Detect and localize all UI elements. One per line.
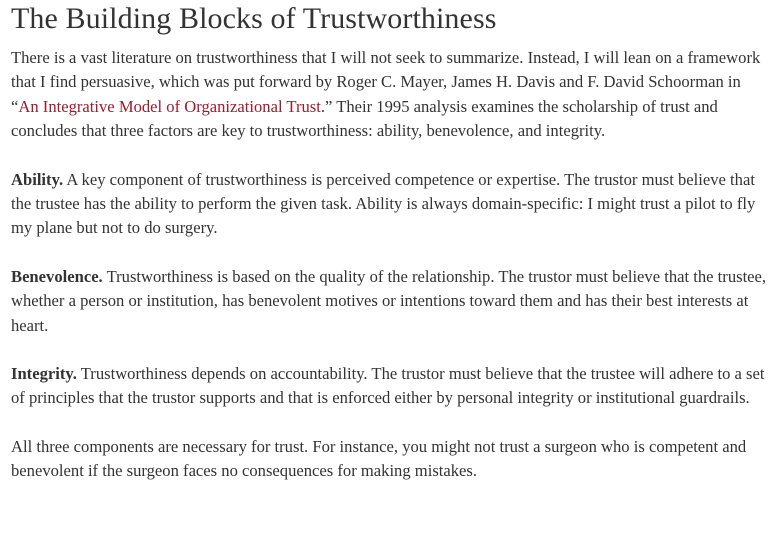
benevolence-term: Benevolence. xyxy=(11,266,103,286)
intro-text-before-link: There is a vast literature on trustworthiness that I will not seek to summarize. Instead, I will lean on a framework that I find persuasive, which was put forward by Roger C. Mayer, James H. Davis and F. David Schoorman in “ xyxy=(11,48,761,116)
ability-text: A key component of trustworthiness is perceived competence or expertise. The trustor must believe that the trustee has the ability to perform the given task. Ability is always domain-specific: I might trust a pilot to fly my plane but not to do surgery. xyxy=(11,169,756,238)
ability-term: Ability. xyxy=(11,169,64,189)
integrative-model-link[interactable]: An Integrative Model of Organizational Trust xyxy=(18,96,321,116)
benevolence-paragraph xyxy=(11,265,771,338)
intro-text-after-link: .” Their 1995 analysis examines the scholarship of trust and concludes that three factors are key to trustworthiness: ability, benevolence, and integrity. xyxy=(11,96,718,141)
article-body xyxy=(0,2,771,484)
article-heading: The Building Blocks of Trustworthiness xyxy=(11,2,497,35)
integrity-term: Integrity. xyxy=(11,364,77,384)
integrity-text: Trustworthiness depends on accountability. The trustor must believe that the trustee will adhere to a set of principles that the trustor supports and that is enforced either by personal integrity or institutional guardrails. xyxy=(11,364,765,408)
intro-paragraph xyxy=(11,46,771,144)
ability-paragraph xyxy=(11,168,771,241)
integrity-paragraph xyxy=(11,362,771,411)
conclusion-paragraph: All three components are necessary for trust. For instance, you might not trust a surgeon who is competent and benevolent if the surgeon faces no consequences for making mistakes. xyxy=(11,436,747,481)
benevolence-text: Trustworthiness is based on the quality of the relationship. The trustor must believe that the trustee, whether a person or institution, has benevolent motives or intentions toward them and has their best interests at heart. xyxy=(11,266,767,335)
